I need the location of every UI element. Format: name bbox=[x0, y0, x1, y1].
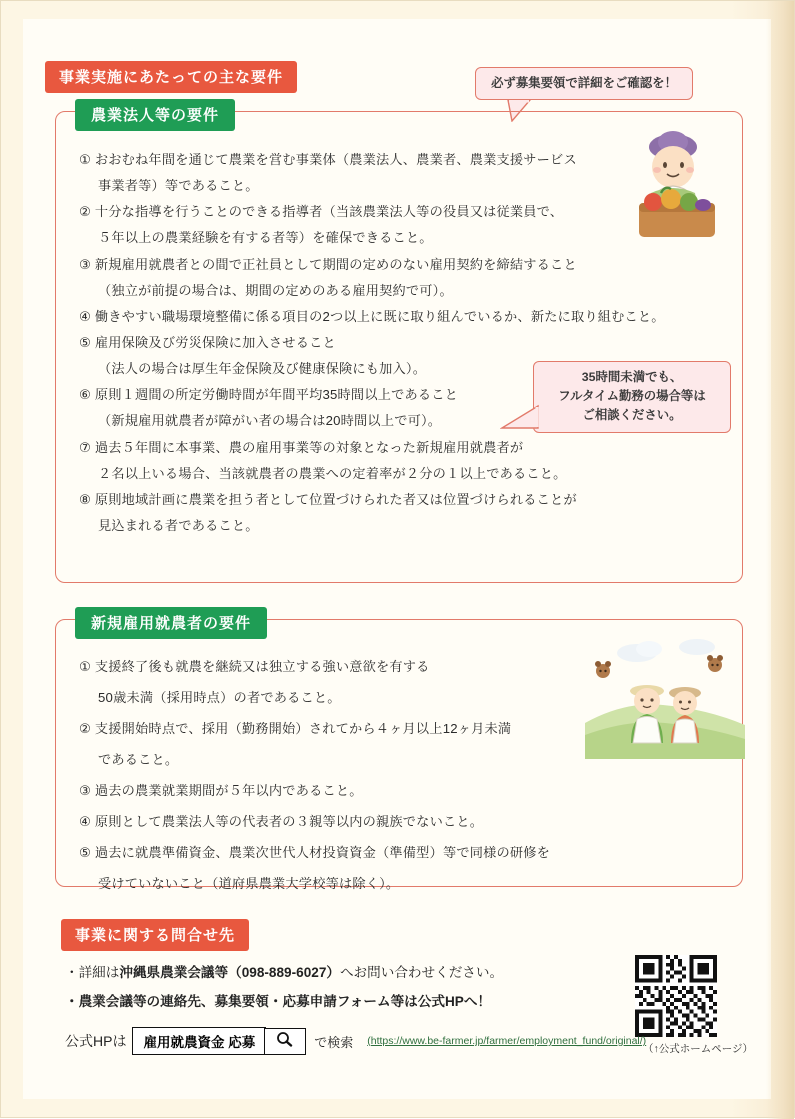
corp-requirements-list bbox=[79, 147, 739, 539]
callout-35h-line2: フルタイム勤務の場合等は bbox=[558, 389, 706, 404]
corp-requirement-item-line: （法人の場合は厚生年金保険及び健康保険にも加入）。 bbox=[98, 361, 427, 377]
corp-requirement-item bbox=[79, 252, 739, 304]
corp-requirement-item-line: ④ 働きやすい職場環境整備に係る項目の2つ以上に既に取り組んでいるか、新たに取り組むこと。 bbox=[79, 308, 665, 324]
newhire-requirement-item-line: であること。 bbox=[98, 752, 179, 768]
official-hp-url[interactable]: (https://www.be-farmer.jp/farmer/employment_fund/original/) bbox=[367, 1035, 647, 1047]
corp-requirement-item-line: ⑧ 原則地域計画に農業を担う者として位置づけられた者又は位置づけられることが bbox=[79, 491, 577, 507]
contact-line1-pre: ・詳細は bbox=[65, 965, 120, 980]
corp-requirements-header-label: 農業法人等の要件 bbox=[75, 99, 235, 131]
corp-requirement-item-line: ② 十分な指導を行うことのできる指導者（当該農業法人等の役員又は従業員で、 bbox=[79, 204, 564, 220]
corp-requirement-item-line: （独立が前提の場合は、期間の定めのある雇用契約で可）。 bbox=[98, 282, 453, 298]
magnifier-glyph bbox=[273, 1031, 297, 1047]
requirements-header-label: 事業実施にあたっての主な要件 bbox=[45, 61, 297, 93]
newhire-requirements-header bbox=[75, 607, 267, 639]
corp-requirement-item-line: ③ 新規雇用就農者との間で正社員として期間の定めのない雇用契約を締結すること bbox=[79, 256, 577, 272]
contact-line1-post: へお問い合わせください。 bbox=[339, 965, 504, 980]
requirements-section-header bbox=[45, 61, 297, 93]
document-sheet bbox=[23, 19, 771, 1099]
corp-requirement-item-line: ⑦ 過去５年間に本事業、農の雇用事業等の対象となった新規雇用就農者が bbox=[79, 439, 524, 455]
corp-requirement-item bbox=[79, 147, 739, 199]
corp-requirement-item-line: ２名以上いる場合、当該就農者の農業への定着率が２分の１以上であること。 bbox=[98, 465, 567, 481]
callout-35h-line1: 35時間未満でも、 bbox=[581, 370, 683, 384]
newhire-requirement-item-line: ① 支援終了後も就農を継続又は独立する強い意欲を有する bbox=[79, 659, 430, 674]
newhire-requirement-item bbox=[79, 837, 679, 899]
corp-requirement-item-line: 見込まれる者であること。 bbox=[98, 517, 259, 533]
corp-requirement-item-line: ⑤ 雇用保険及び労災保険に加入させること bbox=[79, 334, 336, 350]
corp-requirement-item-line: （新規雇用就農者が障がい者の場合は20時間以上で可）。 bbox=[98, 413, 442, 429]
corp-requirement-item-line: ５年以上の農業経験を有する者等）を確保できること。 bbox=[98, 230, 433, 246]
corp-requirement-item-line: 事業者等）等であること。 bbox=[98, 178, 259, 194]
newhire-requirements-list bbox=[79, 651, 679, 899]
search-input[interactable]: 雇用就農資金 応募 bbox=[132, 1027, 266, 1055]
corp-requirement-item-line: ⑥ 原則１週間の所定労働時間が年間平均35時間以上であること bbox=[79, 387, 459, 403]
newhire-requirement-item-line: 受けていないこと（道府県農業大学校等は除く）。 bbox=[98, 876, 400, 892]
newhire-requirement-item bbox=[79, 651, 679, 713]
contact-org-phone: 沖縄県農業会議等（098-889-6027） bbox=[119, 965, 340, 980]
newhire-requirement-item-line: ⑤ 過去に就農準備資金、農業次世代人材投資資金（準備型）等で同様の研修を bbox=[79, 845, 551, 861]
search-icon[interactable] bbox=[264, 1028, 306, 1055]
contact-section-header bbox=[61, 919, 249, 951]
corp-requirement-item bbox=[79, 199, 739, 251]
contact-header-label: 事業に関する問合せ先 bbox=[61, 919, 249, 951]
callout-check-guidelines-text: 必ず募集要領で詳細をご確認を！ bbox=[491, 76, 677, 90]
newhire-requirement-item-line: ③ 過去の農業就業期間が５年以内であること。 bbox=[79, 783, 363, 799]
newhire-requirements-header-label: 新規雇用就農者の要件 bbox=[75, 607, 267, 639]
corp-requirement-item-line: ① おおむね年間を通じて農業を営む事業体（農業法人、農業者、農業支援サービス bbox=[79, 152, 577, 167]
newhire-requirement-item-line: ② 支援開始時点で、採用（勤務開始）されてから４ヶ月以上12ヶ月未満 bbox=[79, 721, 512, 737]
newhire-requirement-item-line: ④ 原則として農業法人等の代表者の３親等以内の親族でないこと。 bbox=[79, 814, 484, 830]
contact-line-1 bbox=[65, 959, 625, 988]
qr-code bbox=[635, 955, 717, 1037]
corp-requirement-item bbox=[79, 487, 739, 539]
corp-requirement-item bbox=[79, 304, 739, 330]
callout-under-35-hours bbox=[533, 361, 731, 433]
callout-check-guidelines bbox=[475, 67, 693, 100]
contact-details bbox=[65, 959, 625, 1016]
callout-35h-tail bbox=[500, 404, 540, 430]
callout-35h-line3: ご相談ください。 bbox=[582, 408, 682, 423]
newhire-requirement-item bbox=[79, 775, 679, 806]
corp-requirements-header bbox=[75, 99, 235, 131]
official-hp-label: 公式HPは bbox=[65, 1033, 127, 1049]
contact-line-2: ・農業会議等の連絡先、募集要領・応募申請フォーム等は公式HPへ！ bbox=[65, 993, 492, 1009]
newhire-requirement-item-line: 50歳未満（採用時点）の者であること。 bbox=[98, 690, 341, 706]
newhire-requirement-item bbox=[79, 806, 679, 837]
search-suffix-label: で検索 bbox=[314, 1034, 354, 1050]
newhire-requirement-item bbox=[79, 713, 679, 775]
official-hp-search-row bbox=[65, 1027, 646, 1055]
qr-caption: （↑公式ホームページ） bbox=[642, 1043, 754, 1055]
corp-requirement-item bbox=[79, 435, 739, 487]
